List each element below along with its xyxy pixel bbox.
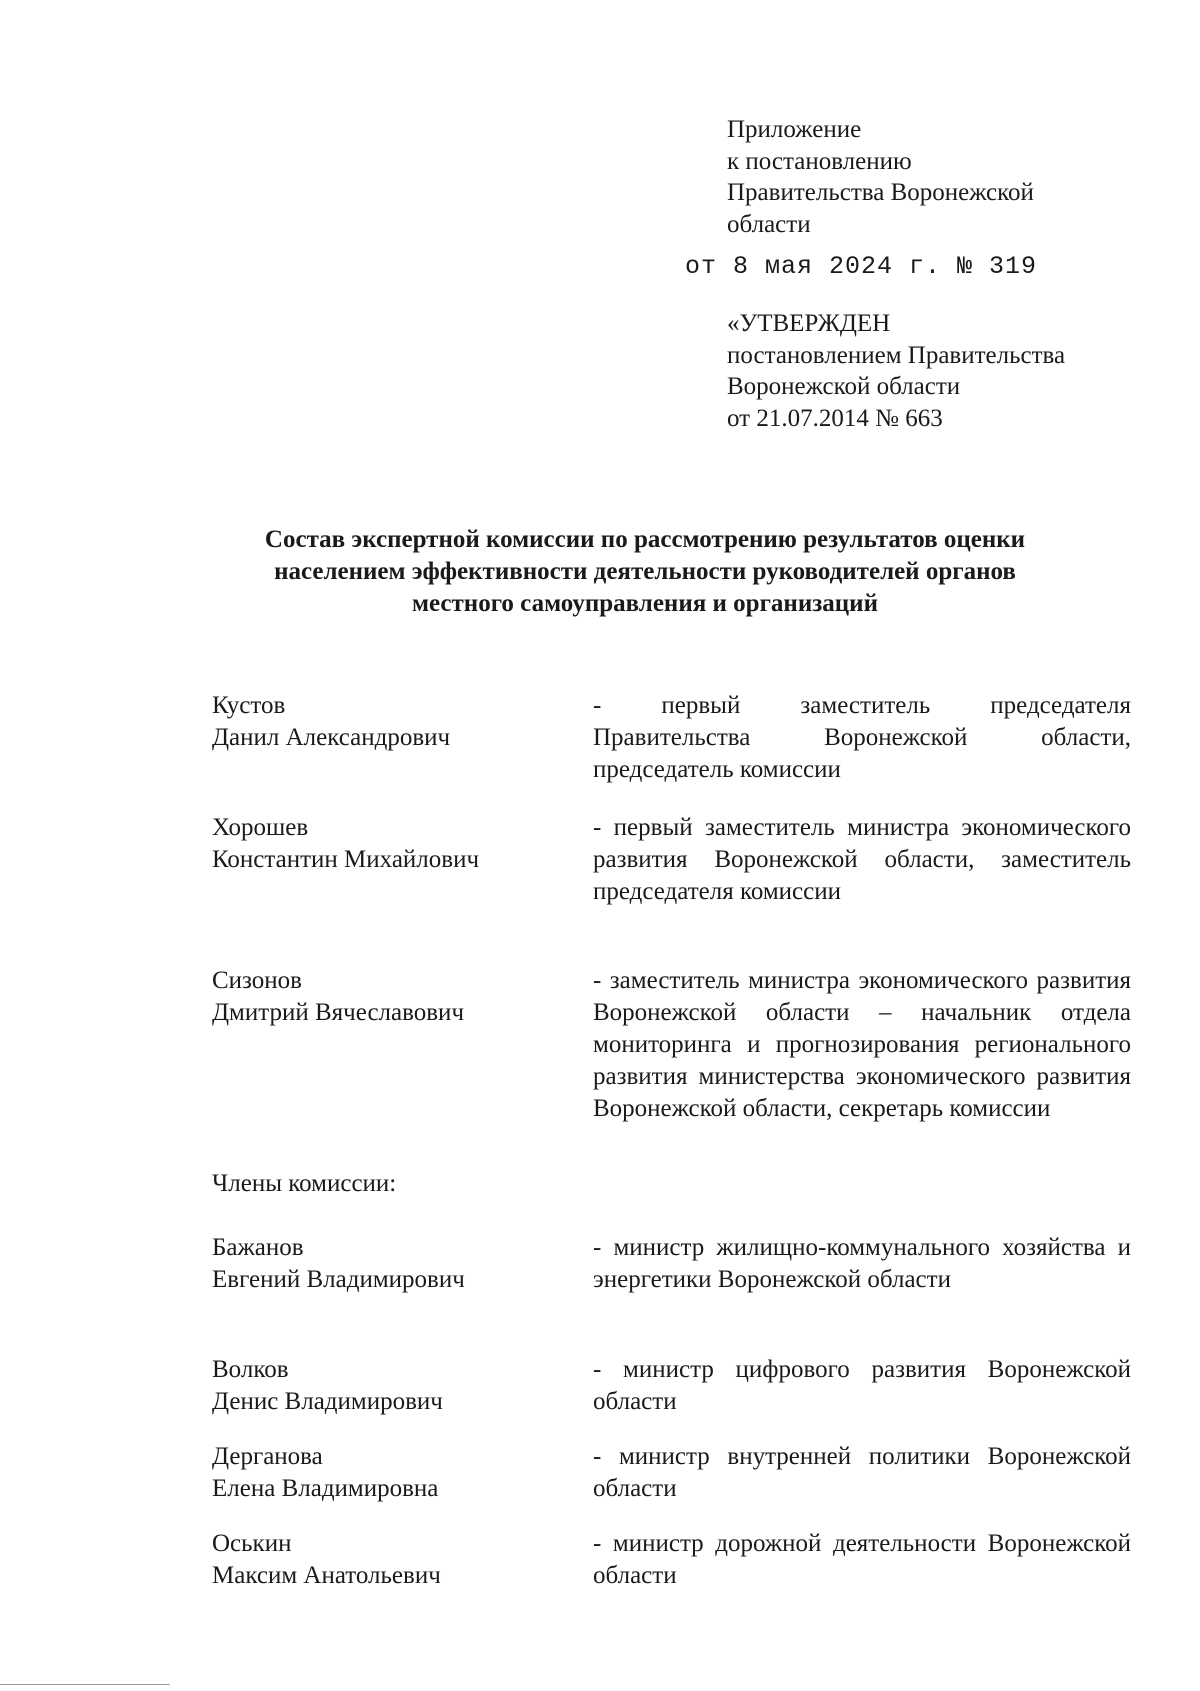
document-title [200, 524, 1090, 620]
title-line: местного самоуправления и организаций [411, 590, 878, 617]
resolution-date-stamp: от 8 мая 2024 г. № 319 [685, 252, 1038, 281]
member-role: - заместитель министра экономического развития Воронежской области – начальник отдела мониторинга и прогнозирования регионального развития министерства экономического развития Воронежской области, секретарь комиссии [593, 967, 1131, 1122]
appendix-line: области [727, 210, 811, 238]
member-role: - первый заместитель министра экономического развития Воронежской области, заместитель председателя комиссии [593, 814, 1131, 905]
approved-line: постановлением Правительства [727, 341, 1066, 369]
member-given-names: Евгений Владимирович [212, 1266, 465, 1293]
member-given-names: Дмитрий Вячеславович [212, 999, 465, 1026]
appendix-block [727, 114, 1034, 240]
member-surname: Волков [212, 1356, 289, 1383]
member-surname: Сизонов [212, 967, 302, 994]
member-surname: Хорошев [212, 814, 309, 841]
title-line: Состав экспертной комиссии по рассмотрению результатов оценки [264, 526, 1026, 553]
member-given-names: Максим Анатольевич [212, 1562, 441, 1589]
appendix-line: к постановлению [727, 147, 912, 175]
member-role: - министр цифрового развития Воронежской области [593, 1356, 1131, 1415]
member-given-names: Елена Владимировна [212, 1475, 439, 1502]
member-given-names: Константин Михайлович [212, 846, 480, 873]
approved-line: Воронежской области [727, 373, 961, 400]
member-role: - министр внутренней политики Воронежской области [593, 1443, 1131, 1502]
member-surname: Кустов [212, 692, 286, 719]
approved-line: «УТВЕРЖДЕН [727, 310, 891, 337]
scan-edge-divider [0, 1684, 170, 1685]
member-name [212, 690, 572, 754]
member-surname: Бажанов [212, 1234, 304, 1261]
approved-line: от 21.07.2014 № 663 [727, 404, 943, 432]
member-role: - министр жилищно-коммунального хозяйства и энергетики Воронежской области [593, 1234, 1131, 1293]
member-name [212, 812, 572, 876]
approved-block [727, 308, 1065, 434]
member-role: - первый заместитель председателя Правительства Воронежской области, председатель комиссии [593, 692, 1131, 783]
member-name [212, 1354, 572, 1418]
appendix-line: Приложение [727, 116, 862, 143]
member-name [212, 1441, 572, 1505]
members-label: Члены комиссии: [212, 1170, 397, 1197]
member-name [212, 965, 572, 1029]
title-line: населением эффективности деятельности руководителей органов [274, 558, 1016, 585]
member-given-names: Данил Александрович [212, 724, 451, 751]
member-role: - министр дорожной деятельности Воронежской области [593, 1530, 1131, 1589]
member-name [212, 1528, 572, 1592]
member-given-names: Денис Владимирович [212, 1388, 443, 1415]
member-name [212, 1232, 572, 1296]
member-surname: Дерганова [212, 1443, 323, 1470]
appendix-line: Правительства Воронежской [727, 179, 1034, 206]
member-surname: Оськин [212, 1530, 292, 1557]
